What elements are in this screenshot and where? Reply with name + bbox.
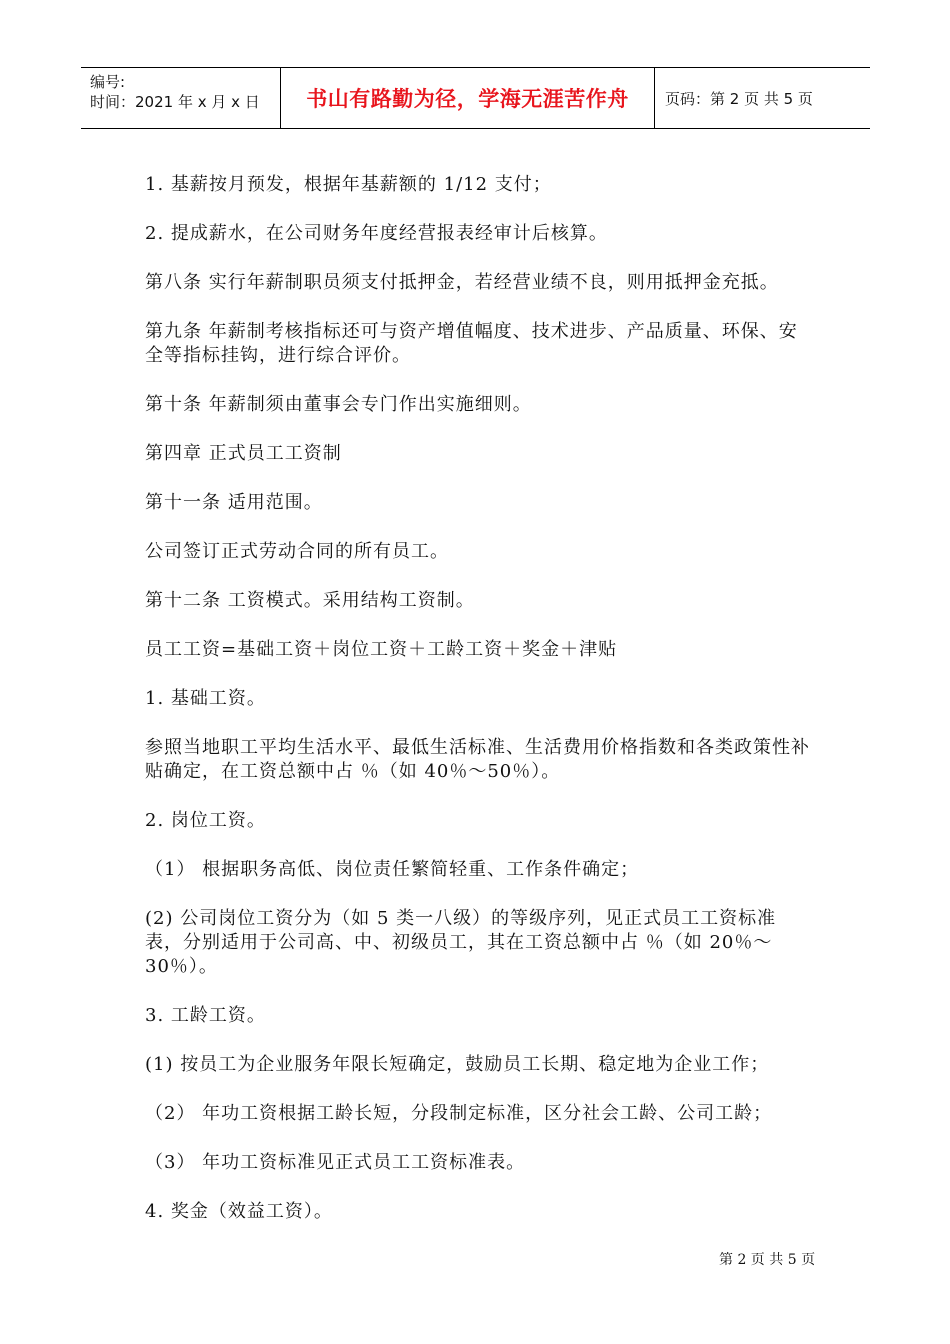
paragraph: (2) 公司岗位工资分为（如 5 类一八级）的等级序列，见正式员工工资标准表，分别适用于公司高、中、初级员工，其在工资总额中占 ％（如 20％～30％）。 bbox=[145, 908, 777, 977]
paragraph: 第十二条 工资模式。采用结构工资制。 bbox=[145, 590, 475, 611]
paragraph: 2. 岗位工资。 bbox=[145, 810, 266, 831]
paragraph: 1. 基础工资。 bbox=[145, 688, 266, 709]
header-motto: 书山有路勤为径，学海无涯苦作舟 bbox=[281, 68, 655, 128]
paragraph: 第十条 年薪制须由董事会专门作出实施细则。 bbox=[145, 394, 532, 415]
document-date: 时间：2021 年 x 月 x 日 bbox=[90, 93, 260, 111]
paragraph: (1) 按员工为企业服务年限长短确定，鼓励员工长期、稳定地为企业工作； bbox=[145, 1054, 770, 1075]
footer-page-number: 第 2 页 共 5 页 bbox=[719, 1252, 816, 1268]
chapter-heading: 第四章 正式员工工资制 bbox=[145, 443, 342, 464]
header-page-number: 页码：第 2 页 共 5 页 bbox=[665, 89, 813, 108]
paragraph: 第十一条 适用范围。 bbox=[145, 492, 323, 513]
paragraph: 3. 工龄工资。 bbox=[145, 1005, 266, 1026]
paragraph: 第九条 年薪制考核指标还可与资产增值幅度、技术进步、产品质量、环保、安全等指标挂钩，进行综合评价。 bbox=[145, 321, 798, 366]
header-meta bbox=[81, 68, 281, 128]
paragraph: 第八条 实行年薪制职员须支付抵押金，若经营业绩不良，则用抵押金充抵。 bbox=[145, 272, 779, 293]
document-number: 编号: bbox=[90, 73, 126, 91]
document-body bbox=[145, 173, 811, 1249]
paragraph: 2. 提成薪水，在公司财务年度经营报表经审计后核算。 bbox=[145, 223, 608, 244]
paragraph: 4. 奖金（效益工资）。 bbox=[145, 1201, 333, 1222]
paragraph: 公司签订正式劳动合同的所有员工。 bbox=[145, 541, 449, 562]
paragraph: 1. 基薪按月预发，根据年基薪额的 1/12 支付； bbox=[145, 174, 552, 195]
page-header bbox=[81, 67, 870, 129]
paragraph: 参照当地职工平均生活水平、最低生活标准、生活费用价格指数和各类政策性补贴确定，在工资总额中占 ％（如 40％～50％）。 bbox=[145, 737, 810, 782]
paragraph: 员工工资=基础工资＋岗位工资＋工龄工资＋奖金＋津贴 bbox=[145, 639, 618, 660]
paragraph: （1） 根据职务高低、岗位责任繁简轻重、工作条件确定； bbox=[145, 859, 640, 880]
paragraph: （3） 年功工资标准见正式员工工资标准表。 bbox=[145, 1152, 526, 1173]
paragraph: （2） 年功工资根据工龄长短，分段制定标准，区分社会工龄、公司工龄； bbox=[145, 1103, 773, 1124]
